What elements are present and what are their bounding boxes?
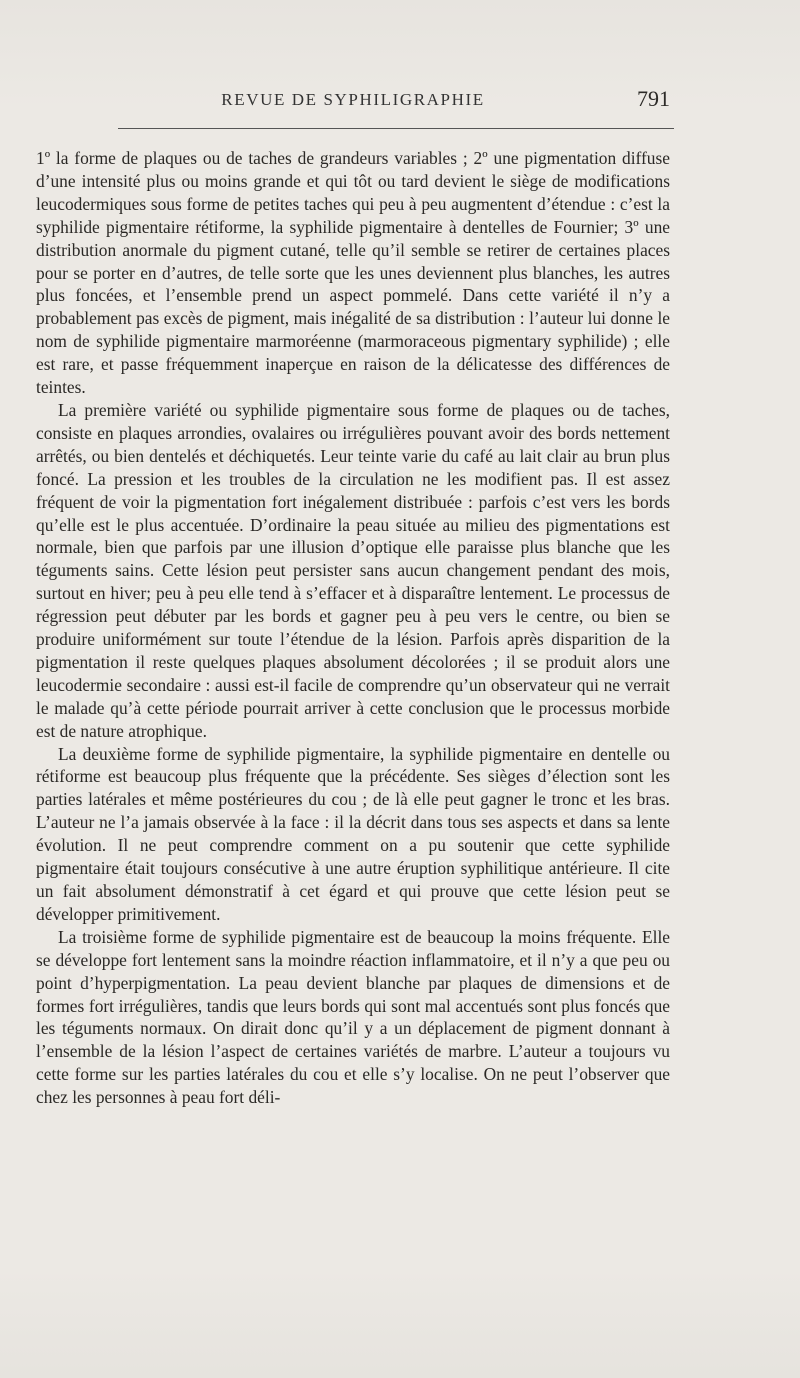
paragraph-1: 1º la forme de plaques ou de taches de grandeurs variables ; 2º une pigmentation diffuse d’une intensité plus ou moins grande et qui tôt ou tard devient le siège de modifications leucodermiques sous forme de petites taches qui peu à peu augmentent d’étendue : c’est la syphilide pigmentaire rétiforme, la syphilide pigmentaire à dentelles de Fournier; 3º une distribution anormale du pigment cutané, telle qu’il semble se retirer de certaines places pour se porter en d’autres, de telle sorte que les unes deviennent plus blanches, les autres plus foncées, et l’ensemble prend un aspect pommelé. Dans cette variété il n’y a probablement pas excès de pigment, mais inégalité de sa distribution : l’auteur lui donne le nom de syphilide pigmentaire marmoréenne (marmoraceous pigmentary syphilide) ; elle est rare, et passe fréquemment inaperçue en raison de la délicatesse des différences de teintes. — [36, 148, 670, 398]
running-head — [36, 88, 670, 118]
header-rule — [118, 128, 674, 129]
running-title: REVUE DE SYPHILIGRAPHIE — [221, 90, 485, 109]
paragraph-4: La troisième forme de syphilide pigmentaire est de beaucoup la moins fréquente. Elle se développe fort lentement sans la moindre réaction inflammatoire, et il n’y a que peu ou point d’hyperpigmentation. La peau devient blanche par plaques de dimensions et de formes fort irrégulières, tandis que leurs bords qui sont mal accentués sont plus foncés que les téguments normaux. On dirait donc qu’il y a un déplacement de pigment donnant à l’ensemble de la lésion l’aspect de certaines variétés de marbre. L’auteur a toujours vu cette forme sur les parties latérales du cou et elle s’y localise. On ne peut l’observer que chez les personnes à peau fort déli- — [36, 926, 670, 1108]
body-text — [36, 147, 670, 1109]
page-number: 791 — [637, 86, 670, 111]
paragraph-2: La première variété ou syphilide pigmentaire sous forme de plaques ou de taches, consiste en plaques arrondies, ovalaires ou irrégulières pouvant avoir des bords nettement arrêtés, ou bien dentelés et déchiquetés. Leur teinte varie du café au lait clair au brun plus foncé. La pression et les troubles de la circulation ne les modifient pas. Il est assez fréquent de voir la pigmentation fort inégalement distribuée : parfois c’est vers les bords qu’elle est le plus accentuée. D’ordinaire la peau située au milieu des pigmentations est normale, bien que parfois par une illusion d’optique elle paraisse plus blanche que les téguments sains. Cette lésion peut persister sans aucun changement pendant des mois, surtout en hiver; peu à peu elle tend à s’effacer et à disparaître lentement. Le processus de régression peut débuter par les bords et gagner peu à peu vers le centre, ou bien se produire uniformément sur toute l’étendue de la lésion. Parfois après disparition de la pigmentation il reste quelques plaques absolument décolorées ; il se produit alors une leucodermie secondaire : aussi est-il facile de comprendre qu’un observateur qui ne verrait le malade qu’à cette période pourrait arriver à cette conclusion que le processus morbide est de nature atrophique. — [36, 399, 670, 741]
paragraph-3: La deuxième forme de syphilide pigmentaire, la syphilide pigmentaire en dentelle ou rétiforme est beaucoup plus fréquente que la précédente. Ses sièges d’élection sont les parties latérales et même postérieures du cou ; de là elle peut gagner le tronc et les bras. L’auteur ne l’a jamais observée à la face : il la décrit dans tous ses aspects et dans sa lente évolution. Il ne peut comprendre comment on a pu soutenir que cette syphilide pigmentaire était toujours consécutive à une autre éruption syphilitique antérieure. Il cite un fait absolument démonstratif à cet égard et qui prouve que cette lésion peut se développer primitivement. — [36, 743, 670, 924]
